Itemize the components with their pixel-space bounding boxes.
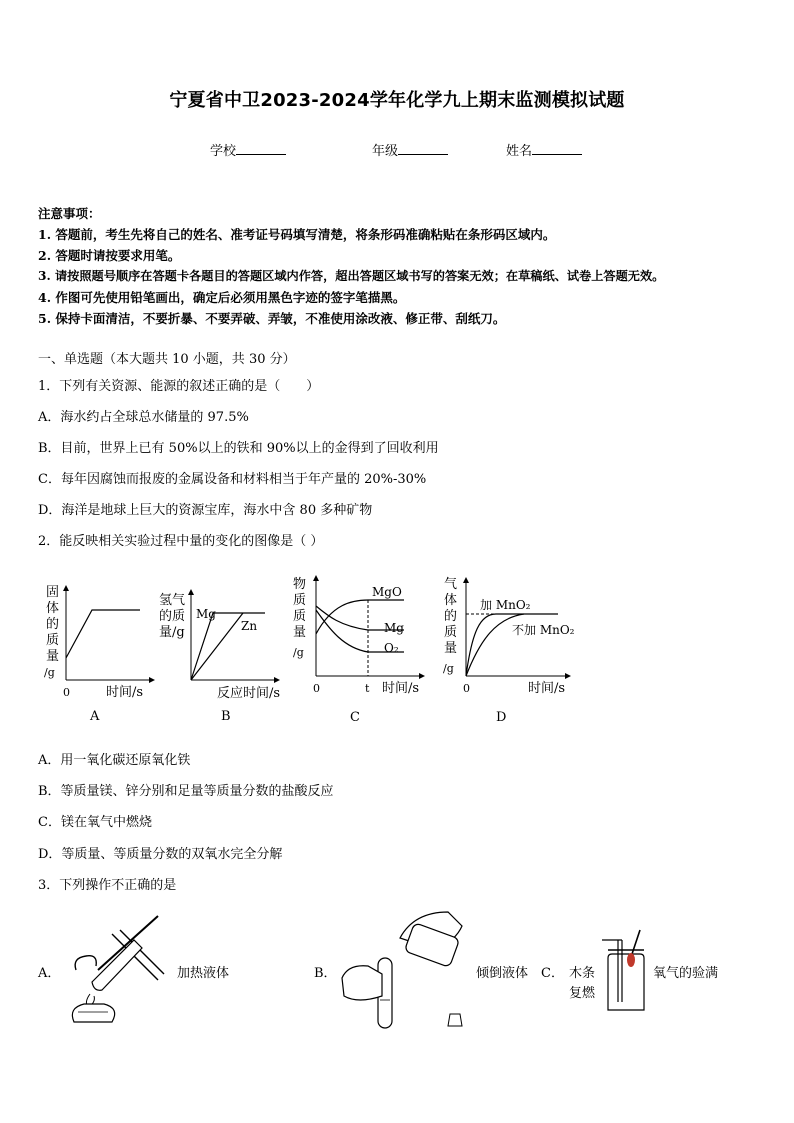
q2-option-c: C．镁在氧气中燃烧 <box>38 815 152 830</box>
q3-stem: 3．下列操作不正确的是 <box>38 878 177 893</box>
q3-option-c-letter: C． <box>541 966 564 981</box>
graph-c <box>288 572 428 724</box>
q1-stem: 1．下列有关资源、能源的叙述正确的是（ ） <box>38 379 320 394</box>
q1-option-b: B．目前，世界上已有 50%以上的铁和 90%以上的金得到了回收利用 <box>38 441 439 456</box>
graph-d-ylabel: 的 <box>444 609 458 624</box>
alcohol-lamp-heating-illustration <box>62 910 174 1028</box>
graph-d-catalyst-label: 加 MnO₂ <box>480 598 531 612</box>
graph-a-xlabel: 时间/s <box>106 685 144 700</box>
graph-c-o2-label: O₂ <box>384 641 399 655</box>
q1-option-d: D．海洋是地球上巨大的资源宝库，海水中含 80 多种矿物 <box>38 503 373 518</box>
graph-d-no-catalyst-label: 不加 MnO₂ <box>512 623 575 637</box>
graph-d-xlabel: 时间/s <box>528 681 566 696</box>
graph-a-caption: A <box>90 709 100 724</box>
test-tube <box>92 940 142 990</box>
graph-b <box>157 578 287 724</box>
note-item: 1. 答题前，考生先将自己的姓名、准考证号码填写清楚，将条形码准确粘贴在条形码区域内。 <box>38 227 556 242</box>
graph-d-ylabel: /g <box>443 662 454 675</box>
graph-d-ylabel: 体 <box>444 593 458 608</box>
graph-b-zn-label: Zn <box>241 619 258 633</box>
graph-a-origin: 0 <box>63 686 70 699</box>
school-field: 学校 <box>210 140 286 159</box>
graph-c-ylabel: /g <box>293 646 304 659</box>
graph-c-t-tick: t <box>365 682 370 695</box>
graph-b-caption: B <box>221 709 231 724</box>
alcohol-lamp <box>72 1004 114 1022</box>
graph-a-ylabel: 质 <box>46 633 60 648</box>
graph-c-caption: C <box>350 710 360 724</box>
graph-c-ylabel: 质 <box>293 609 307 624</box>
q2-option-a: A．用一氧化碳还原氧化铁 <box>38 753 191 768</box>
graph-c-ylabel: 量 <box>293 625 307 640</box>
graph-b-mg-label: Mg <box>196 607 216 621</box>
gas-bottle-illustration <box>600 926 650 1016</box>
notes-heading: 注意事项： <box>38 206 101 221</box>
q3-option-c-text: 氧气的验满 <box>653 966 719 981</box>
graph-a-ylabel: 量 <box>46 649 60 664</box>
pouring-liquid-illustration <box>338 904 474 1034</box>
graph-a <box>36 578 156 724</box>
bottle-stopper <box>448 1014 462 1026</box>
graph-c-mg-label: Mg <box>384 621 404 635</box>
q2-option-b: B．等质量镁、锌分别和足量等质量分数的盐酸反应 <box>38 784 334 799</box>
graph-b-ylabel: 量/g <box>159 625 185 640</box>
q1-option-a: A．海水约占全球总水储量的 97.5% <box>38 410 249 425</box>
q3-option-b-letter: B． <box>314 966 337 981</box>
graph-b-ylabel: 氢气 <box>159 593 186 608</box>
graph-c-ylabel: 质 <box>293 593 307 608</box>
graph-d-origin: 0 <box>463 682 470 695</box>
gas-collecting-bottle <box>608 954 644 1010</box>
graph-a-ylabel: 的 <box>46 617 60 632</box>
page-title: 宁夏省中卫2023-2024学年化学九上期末监测模拟试题 <box>169 90 625 111</box>
q2-stem: 2．能反映相关实验过程中量的变化的图像是（ ） <box>38 534 324 549</box>
q3-option-a-letter: A． <box>38 966 61 981</box>
q3-option-c-label-1: 木条 <box>569 966 596 981</box>
note-item: 2. 答题时请按要求用笔。 <box>38 248 181 263</box>
graph-d-ylabel: 质 <box>444 625 458 640</box>
graph-b-ylabel: 的质 <box>159 609 186 624</box>
hand-outline <box>75 956 96 970</box>
graph-c-mgo-label: MgO <box>372 585 402 599</box>
flame-icon <box>627 953 635 967</box>
graph-c-ylabel: 物 <box>293 577 307 592</box>
graph-a-ylabel: 体 <box>46 601 60 616</box>
note-item: 5. 保持卡面清洁，不要折暴、不要弄破、弄皱，不准使用涂改液、修正带、刮纸刀。 <box>38 311 506 326</box>
q1-option-c: C．每年因腐蚀而报废的金属设备和材料相当于年产量的 20%-30% <box>38 472 427 487</box>
grade-field: 年级 <box>372 140 448 159</box>
graph-b-zn-curve <box>191 613 243 680</box>
q3-option-a-text: 加热液体 <box>177 966 230 981</box>
graph-d-ylabel: 量 <box>444 641 458 656</box>
hand-holding-tube <box>342 966 382 1000</box>
note-item: 3. 请按照题号顺序在答题卡各题目的答题区域内作答，超出答题区域书写的答案无效；在草稿纸、试卷上答题无效。 <box>38 269 665 283</box>
graph-b-xlabel: 反应时间/s <box>217 686 281 701</box>
graph-d-ylabel: 气 <box>444 577 458 592</box>
name-field: 姓名 <box>506 140 582 159</box>
graph-a-ylabel: 固 <box>46 585 60 600</box>
graph-d-caption: D <box>496 710 507 724</box>
graph-c-origin: 0 <box>313 682 320 695</box>
graph-d <box>440 572 590 724</box>
q3-option-c-label-2: 复燃 <box>569 986 596 1001</box>
section-heading: 一、单选题（本大题共 10 小题，共 30 分） <box>38 352 296 367</box>
note-item: 4. 作图可先使用铅笔画出，确定后必须用黑色字迹的签字笔描黑。 <box>38 290 406 305</box>
q2-option-d: D．等质量、等质量分数的双氧水完全分解 <box>38 847 283 862</box>
graph-a-ylabel: /g <box>44 666 55 679</box>
graph-c-xlabel: 时间/s <box>382 681 420 696</box>
graph-a-curve <box>66 610 140 658</box>
q3-option-b-text: 倾倒液体 <box>476 966 529 981</box>
